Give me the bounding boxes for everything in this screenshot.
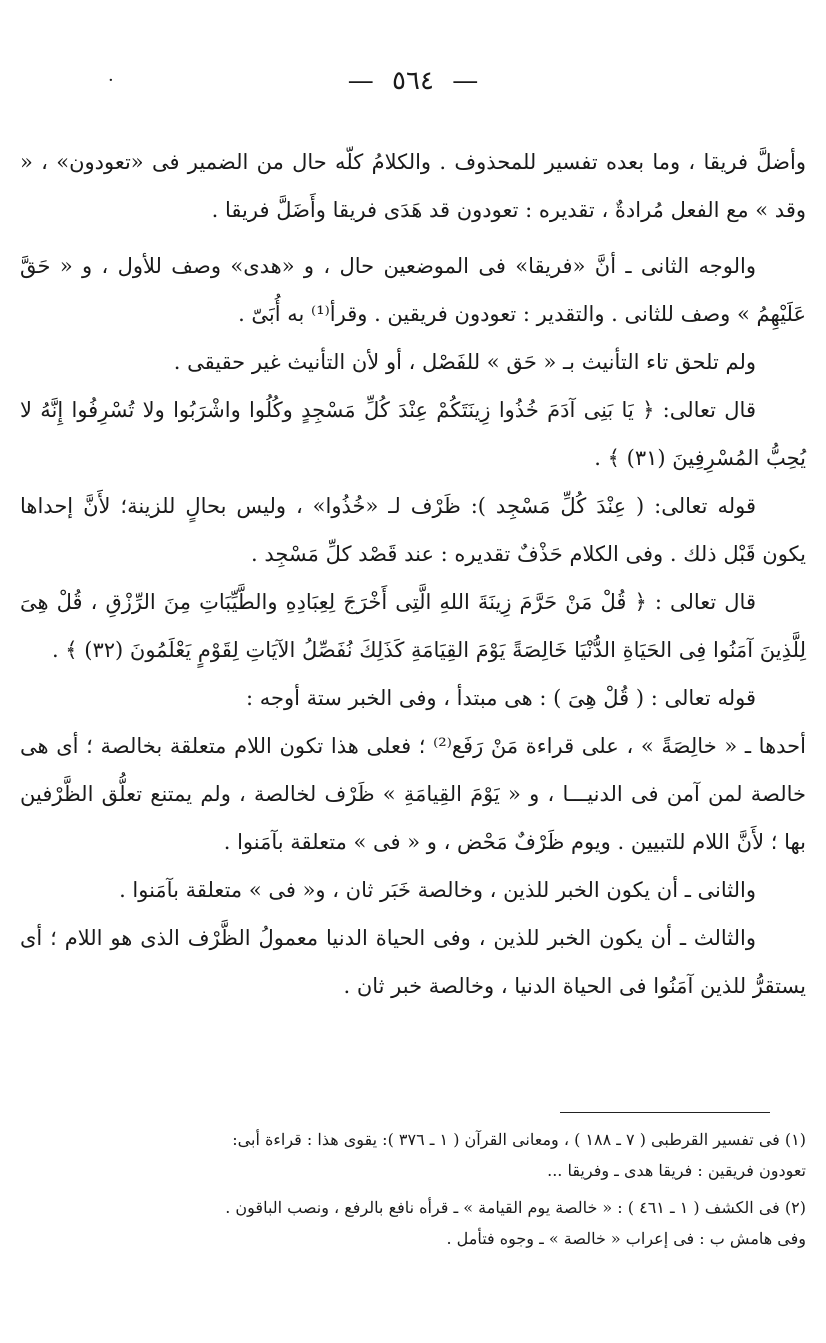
main-text [20, 138, 806, 1010]
footnote-2-line-1: (٢) فى الكشف ( ١ ـ ٤٦١ ) : « خالصة يوم القيامة » ـ قرأه نافع بالرفع ، ونصب الباقون . [225, 1198, 806, 1217]
paragraph-1: وأضلَّ فريقا ، وما بعده تفسير للمحذوف . والكلامُ كلّه حال من الضمير فى «تعودون» ، « وقد » مع الفعل مُرادةٌ ، تقديره : تعودون قد هَدَى فريقا وأَضَلَّ فريقا . [20, 150, 806, 222]
stray-mark: · [108, 70, 114, 91]
paragraph-3: ولم تلحق تاء التأنيث بـ « حَق » للفَصْل ، أو لأن التأنيث غير حقيقى . [173, 350, 756, 374]
footnote-divider [560, 1112, 770, 1113]
footnote-1-line-1: (١) فى تفسير القرطبى ( ٧ ـ ١٨٨ ) ، ومعانى القرآن ( ١ ـ ٣٧٦ ): يقوى هذا : قراءة أبى: [232, 1130, 806, 1149]
dash-right: — [452, 66, 479, 96]
footnote-2-line-2: وفى هامش ب : فى إعراب « خالصة » ـ وجوه فتأمل . [446, 1229, 806, 1248]
footnote-1 [20, 1124, 806, 1186]
quran-verse-32: قال تعالى : ﴿ قُلْ مَنْ حَرَّمَ زِينَةَ اللهِ الَّتِى أَخْرَجَ لِعِبَادِهِ والطَّيِّبَاتِ مِنَ الرِّزْقِ ، قُلْ هِىَ لِلَّذِينَ آمَنُوا فِى الحَيَاةِ الدُّنْيَا خَالِصَةً يَوْمَ القِيَامَةِ كَذَلِكَ نُفَصِّلُ الآيَاتِ لِقَوْمٍ يَعْلَمُونَ (٣٢) ﴾ . [20, 590, 806, 662]
footnote-2 [20, 1192, 806, 1254]
dash-left: — [347, 66, 374, 96]
paragraph-5: قوله تعالى: ( عِنْدَ كُلِّ مَسْجِد ): ظَرْف لـ «خُذُوا» ، وليس بحالٍ للزينة؛ لأَنَّ إحداها يكون قَبْل ذلك . وفى الكلام حَذْفٌ تقديره : عند قَصْد كلِّ مَسْجِد . [20, 494, 806, 566]
page-number-header [0, 66, 826, 96]
paragraph-7: قوله تعالى : ( قُلْ هِىَ ) : هى مبتدأ ، وفى الخبر ستة أوجه : [245, 686, 756, 710]
paragraph-9: والثانى ـ أن يكون الخبر للذين ، وخالصة خَبَر ثان ، و« فى » متعلقة بآمَنوا . [119, 878, 756, 902]
page-number: ٥٦٤ [392, 66, 434, 96]
paragraph-10: والثالث ـ أن يكون الخبر للذين ، وفى الحياة الدنيا معمولُ الظَّرْف الذى هو اللام ؛ أى يستقرُّ للذين آمَنُوا فى الحياة الدنيا ، وخالصة خبر ثان . [20, 926, 806, 998]
paragraph-2: والوجه الثانى ـ أنَّ «فريقا» فى الموضعين حال ، و «هدى» وصف للأول ، و « حَقَّ عَلَيْهِمُ » وصف للثانى . والتقدير : تعودون فريقين . وقرأ⁽¹⁾ به أُبَىّ . [20, 254, 806, 326]
quran-verse-31: قال تعالى: ﴿ يَا بَنِى آدَمَ خُذُوا زِينَتَكُمْ عِنْدَ كُلِّ مَسْجِدٍ وكُلُوا واشْرَبُوا ولا تُسْرِفُوا إِنَّهُ لا يُحِبُّ المُسْرِفِينَ (٣١) ﴾ . [20, 398, 806, 470]
footnotes [20, 1124, 806, 1260]
paragraph-8: أحدها ـ « خالِصَةً » ، على قراءة مَنْ رَفَع⁽²⁾ ؛ فعلى هذا تكون اللام متعلقة بخالصة ؛ أى هى خالصة لمن آمن فى الدنيـــا ، و « يَوْمَ القِيامَةِ » ظَرْف لخالصة ، ولم يمتنع تعلُّق الظَّرْفين بها ؛ لأَنَّ اللام للتبيين . ويوم ظَرْفٌ مَحْض ، و « فى » متعلقة بآمَنوا . [20, 734, 806, 854]
footnote-1-line-2: تعودون فريقين : فريقا هدى ـ وفريقا ... [547, 1161, 806, 1180]
